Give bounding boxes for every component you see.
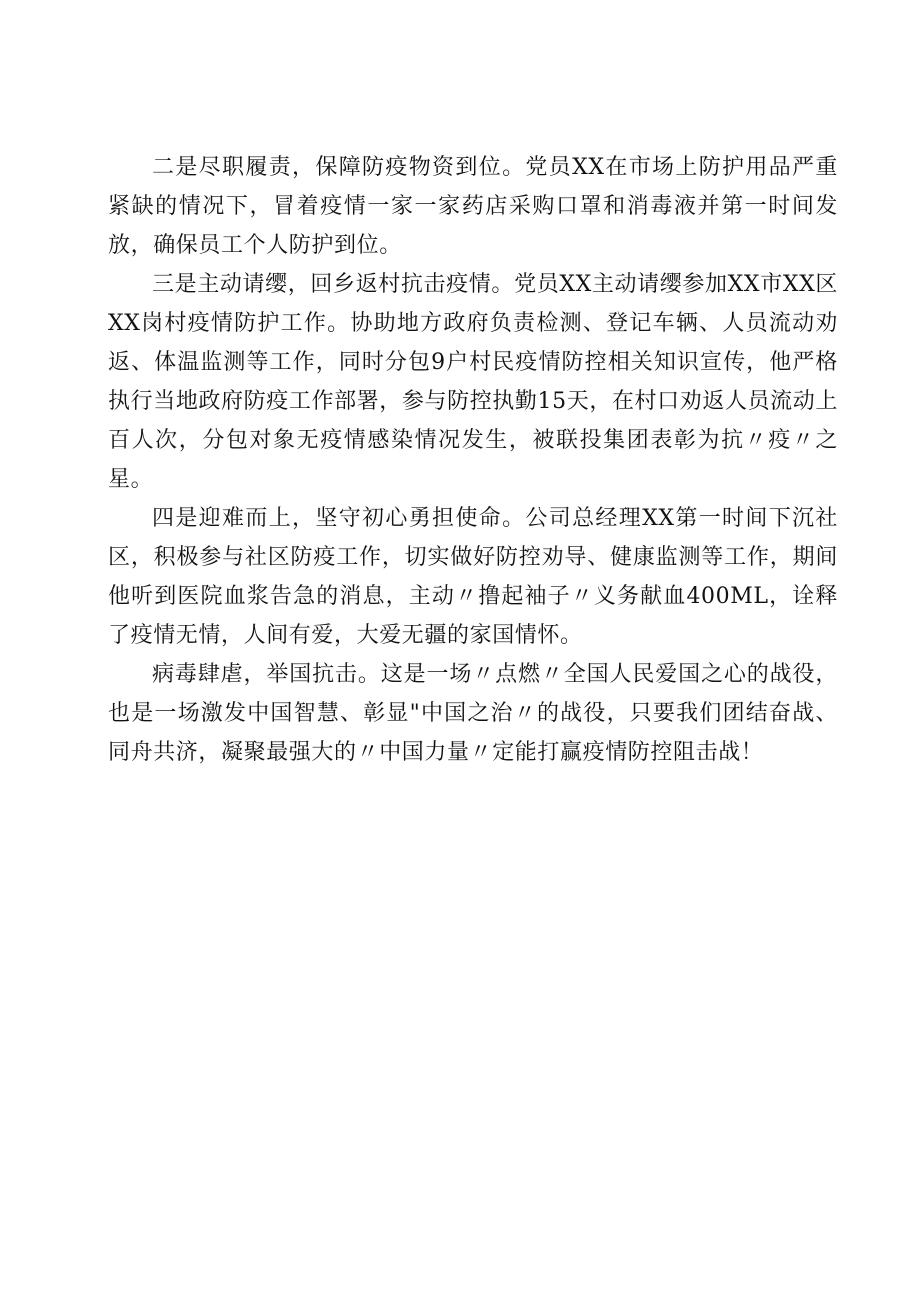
paragraph-supplies: 二是尽职履责，保障防疫物资到位。党员XX在市场上防护用品严重紧缺的情况下，冒着疫情一家一家药店采购口罩和消毒液并第一时间发放，确保员工个人防护到位。 [108,155,838,258]
paragraph-community-service: 四是迎难而上，坚守初心勇担使命。公司总经理XX第一时间下沉社区，积极参与社区防疫工作，切实做好防控劝导、健康监测等工作，期间他听到医院血浆告急的消息，主动〃撸起袖子〃义务献血400ML，诠释了疫情无情，人间有爱，大爱无疆的家国情怀。 [108,506,838,648]
paragraph-village-volunteer: 三是主动请缨，回乡返村抗击疫情。党员XX主动请缨参加XX市XX区XX岗村疫情防护工作。协助地方政府负责检测、登记车辆、人员流动劝返、体温监测等工作，同时分包9户村民疫情防控相关知识宣传，他严格执行当地政府防疫工作部署，参与防控执勤15天，在村口劝返人员流动上百人次，分包对象无疫情感染情况发生，被联投集团表彰为抗〃疫〃之星。 [108,272,838,492]
paragraph-conclusion: 病毒肆虐，举国抗击。这是一场〃点燃〃全国人民爱国之心的战役，也是一场激发中国智慧、彰显"中国之治〃的战役，只要我们团结奋战、同舟共济，凝聚最强大的〃中国力量〃定能打赢疫情防控阻击战！ [108,662,838,765]
document-body [108,148,838,772]
